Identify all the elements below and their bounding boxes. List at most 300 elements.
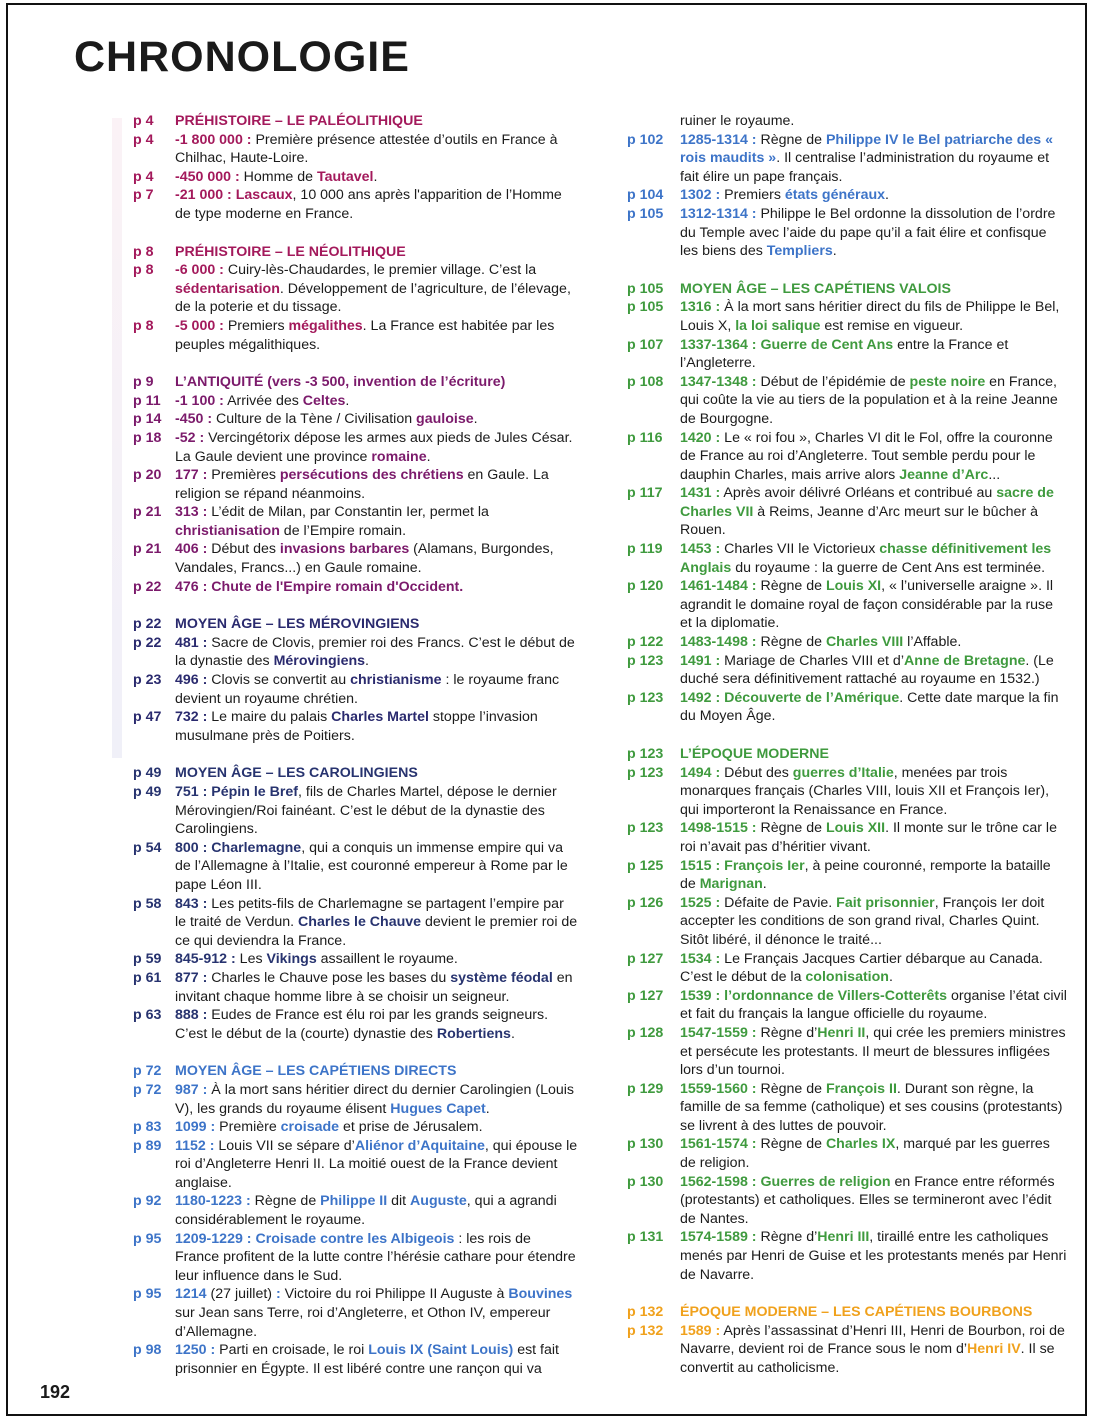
highlight-term: romaine xyxy=(371,448,427,465)
highlight-term: Henri III xyxy=(817,1229,870,1246)
page-ref: p 59 xyxy=(133,951,162,968)
entry-description: , menées par trois monarques français (Charles VIII, louis XII et François Ier), qui importeront la Renaissance en France. xyxy=(680,764,1050,818)
page-ref: p 130 xyxy=(627,1173,664,1190)
entry-date: 1539 : l’ordonnance de Villers-Cotterêts xyxy=(680,987,948,1004)
section-heading xyxy=(133,615,578,634)
heading-text: MOYEN ÂGE – LES CAPÉTIENS DIRECTS xyxy=(175,1063,457,1080)
entry-text xyxy=(175,634,578,671)
section-capetiens-valois xyxy=(627,280,1067,726)
entry-description: Règne de xyxy=(250,1193,321,1210)
heading-text: L’ÉPOQUE MODERNE xyxy=(680,746,829,762)
entry-date: 1589 : xyxy=(680,1322,721,1339)
entry-description: . Durant son règne, la famille de sa femme (catholique) et ses cousins (protestants) se livrent à des luttes de pouvoir. xyxy=(680,1080,1063,1134)
entry-text xyxy=(680,764,1067,820)
entry-description: , qui épouse le roi d’Angleterre Henri II. La moitié ouest de la France devient anglaise. xyxy=(175,1137,578,1191)
entry-date: 1316 : xyxy=(680,299,721,316)
page-ref: p 7 xyxy=(133,187,154,204)
entry-text xyxy=(175,1081,578,1118)
entry-date: 888 : xyxy=(175,1007,208,1024)
entry-description: Parti en croisade, le roi xyxy=(215,1342,369,1359)
heading-text: PRÉHISTOIRE – LE PALÉOLITHIQUE xyxy=(175,113,423,129)
page-ref: p 4 xyxy=(133,168,154,185)
entry-date: 1431 : xyxy=(680,485,721,502)
entry-description: . xyxy=(345,392,350,409)
page-ref: p 105 xyxy=(627,299,664,316)
page-ref: p 105 xyxy=(627,205,664,222)
entry-description: : le royaume franc devient un royaume chrétien. xyxy=(175,672,560,707)
entry-date: 406 : xyxy=(175,541,208,558)
page-ref: p 131 xyxy=(627,1229,664,1246)
highlight-term: Mérovingiens xyxy=(273,653,366,670)
entry-description: , à peine couronné, remporte la bataille de xyxy=(680,857,1051,893)
entry-description: , tiraillé entre les catholiques menés par Henri de Guise et les protestants menés par Henri de Navarre. xyxy=(680,1229,1067,1283)
entry-date: 1461-1484 : xyxy=(680,578,757,595)
entry-date: -6 000 : xyxy=(175,262,224,279)
highlight-term: François II xyxy=(825,1080,897,1097)
timeline-entry xyxy=(133,1118,578,1137)
highlight-term: Chute de l'Empire romain d'Occident. xyxy=(211,578,464,595)
timeline-entry xyxy=(627,1080,1067,1136)
entry-text xyxy=(680,205,1067,261)
entry-text xyxy=(175,783,578,839)
entry-date: 751 : Pépin le Bref xyxy=(175,784,299,800)
heading-text: MOYEN ÂGE – LES CAROLINGIENS xyxy=(175,765,418,782)
right-column xyxy=(627,112,1067,1397)
page-ref: p 123 xyxy=(627,764,664,781)
page-ref: p 83 xyxy=(133,1119,162,1136)
entry-date: 1347-1348 : xyxy=(680,373,757,390)
entry-date: 1180-1223 : xyxy=(175,1193,251,1210)
entry-description: Règne de xyxy=(756,1136,826,1153)
timeline-entry xyxy=(133,1137,578,1193)
timeline-entry xyxy=(627,819,1067,856)
timeline-entry xyxy=(627,857,1067,894)
entry-description: Règne de xyxy=(756,1080,826,1097)
entry-description: Clovis se convertit au xyxy=(207,672,351,689)
entry-date: 1562-1598 : Guerres de religion xyxy=(680,1173,891,1190)
page-ref: p 11 xyxy=(133,392,161,409)
entry-text xyxy=(680,894,1067,950)
heading-text: ÉPOQUE MODERNE – LES CAPÉTIENS BOURBONS xyxy=(680,1304,1033,1321)
timeline-entry xyxy=(627,1024,1067,1080)
page-ref: p 89 xyxy=(133,1137,162,1154)
entry-description: . Il monte sur le trône car le roi n’avait pas d’héritier vivant. xyxy=(680,820,1057,855)
entry-description: . xyxy=(365,653,369,670)
entry-description: (Alamans, Burgondes, Vandales, Francs...) en Gaule romaine. xyxy=(175,541,554,577)
timeline-entry xyxy=(627,484,1067,540)
section-heading xyxy=(627,745,1067,764)
timeline-entry xyxy=(627,633,1067,652)
entry-description: à Reims, Jeanne d’Arc meurt sur le bûcher à Rouen. xyxy=(680,503,1039,539)
entry-text xyxy=(175,708,578,745)
entry-date: 1152 : xyxy=(175,1137,215,1154)
timeline-entry xyxy=(133,1285,578,1341)
entry-description: l’Affable. xyxy=(903,634,962,651)
entry-description: Règne d’ xyxy=(756,1229,818,1246)
entry-description: assaillent le royaume. xyxy=(316,951,458,968)
heading-text: PRÉHISTOIRE – LE NÉOLITHIQUE xyxy=(175,243,406,260)
timeline-entry xyxy=(627,336,1067,373)
highlight-term: Templiers xyxy=(766,243,833,260)
highlight-term: Auguste xyxy=(410,1193,467,1210)
entry-description: stoppe l’invasion musulmane près de Poitiers. xyxy=(175,709,538,744)
entry-date: 732 : xyxy=(175,709,208,726)
entry-description: et prise de Jérusalem. xyxy=(339,1119,483,1136)
entry-description: est remise en vigueur. xyxy=(820,317,964,334)
entry-description: Eudes de France est élu roi par les grands seigneurs. C’est le début de la (courte) dynastie des xyxy=(175,1007,549,1042)
section-prehistoire-paleolithique xyxy=(133,112,578,224)
entry-description: Règne de xyxy=(756,131,826,148)
entry-description: en France, qui coûte la vie au tiers de la population et à la reine Jeanne de Bourgogne. xyxy=(680,373,1058,427)
timeline-entry xyxy=(133,671,578,708)
entry-text xyxy=(680,987,1067,1024)
page-ref: p 8 xyxy=(133,243,154,260)
highlight-term: Henri IV xyxy=(967,1341,1021,1358)
entry-date: -1 100 : xyxy=(175,392,224,409)
entry-description: Règne d’ xyxy=(756,1024,818,1041)
entry-text xyxy=(680,484,1067,540)
section-heading xyxy=(133,1062,578,1081)
entry-date: -450 000 : xyxy=(175,168,240,185)
entry-description: Homme de xyxy=(239,168,317,185)
entry-description: . xyxy=(832,243,837,260)
entry-description: devient le premier roi de ce qui deviendra la France. xyxy=(175,914,578,949)
page-ref: p 95 xyxy=(133,1230,162,1247)
highlight-term: Louis XI xyxy=(825,578,882,595)
timeline-entry xyxy=(627,987,1067,1024)
highlight-term: mégalithes xyxy=(288,317,363,334)
entry-text xyxy=(175,895,578,951)
entry-description: À la mort sans héritier direct du fils de Philippe le Bel, Louis X, xyxy=(680,299,1060,334)
timeline-entry xyxy=(133,895,578,951)
entry-text xyxy=(680,1135,1067,1172)
heading-text: MOYEN ÂGE – LES MÉROVINGIENS xyxy=(175,616,420,633)
page-ref: p 20 xyxy=(133,467,162,484)
page-ref: p 130 xyxy=(627,1136,664,1153)
page-ref: p 8 xyxy=(133,317,154,334)
timeline-entry xyxy=(133,261,578,317)
page-ref: p 95 xyxy=(133,1286,162,1303)
timeline-entry xyxy=(627,1228,1067,1284)
entry-description: ... xyxy=(988,466,1001,483)
page-ref: p 129 xyxy=(627,1080,664,1097)
entry-date: -52 : xyxy=(175,429,205,446)
entry-text xyxy=(175,540,578,577)
entry-description: Règne de xyxy=(756,578,826,595)
entry-text xyxy=(680,131,1067,187)
entry-description: . xyxy=(485,1100,490,1117)
entry-text xyxy=(175,503,578,540)
entry-description: Le « roi fou », Charles VI dit le Fol, offre la couronne de France au roi d’Angleterre. Tout semble perdu pour le dauphin Charles, mais arrive alors xyxy=(680,429,1053,483)
highlight-term: persécutions des chrétiens xyxy=(279,467,464,484)
highlight-term: Lascaux xyxy=(235,187,293,204)
entry-text xyxy=(680,1228,1067,1284)
section-capetiens-bourbons xyxy=(627,1303,1067,1377)
entry-text xyxy=(175,1137,578,1193)
highlight-term: guerres d’Italie xyxy=(792,764,894,781)
timeline-entry xyxy=(133,1081,578,1118)
page-ref: p 125 xyxy=(627,857,664,874)
entry-date: 1498-1515 : xyxy=(680,820,757,837)
entry-text xyxy=(175,261,578,317)
entry-date: 1337-1364 : Guerre de Cent Ans xyxy=(680,336,894,353)
entry-date: 177 : xyxy=(175,467,208,484)
entry-text xyxy=(175,1285,578,1341)
entry-description: . xyxy=(510,1025,515,1042)
entry-text xyxy=(175,392,578,411)
entry-description: sur Jean sans Terre, roi d’Angleterre, et Othon IV, empereur d’Allemagne. xyxy=(175,1305,551,1340)
entry-date: 1302 : xyxy=(680,187,721,204)
entry-date: 877 : xyxy=(175,969,208,986)
page-ref: p 107 xyxy=(627,336,664,353)
entry-description: . Cette date marque la fin du Moyen Âge. xyxy=(680,689,1059,725)
page-ref: p 116 xyxy=(627,429,663,446)
timeline-entry xyxy=(133,392,578,411)
entry-date: 1209-1229 : Croisade contre les Albigeois xyxy=(175,1230,455,1247)
section-merovingiens xyxy=(133,615,578,745)
highlight-term: Fait prisonnier xyxy=(836,894,935,911)
section-heading xyxy=(133,764,578,783)
entry-description: . (Le duché sera définitivement rattaché au royaume en 1532.) xyxy=(680,652,1054,688)
entry-description: (27 juillet) xyxy=(206,1286,276,1303)
page-ref: p 127 xyxy=(627,987,664,1004)
entry-date: 1312-1314 : xyxy=(680,205,757,222)
timeline-entry xyxy=(133,708,578,745)
highlight-term: invasions barbares xyxy=(279,541,410,558)
section-heading xyxy=(627,280,1067,299)
entry-date: 1515 : François Ier xyxy=(680,857,805,874)
page-ref: p 23 xyxy=(133,672,162,689)
entry-date: 1547-1559 : xyxy=(680,1024,757,1041)
entry-description: , « l’universelle araigne ». Il agrandit le domaine royal de façon considérable par la ruse et la diplomatie. xyxy=(680,578,1054,632)
page-ref: p 4 xyxy=(133,113,154,129)
entry-description: Premiers xyxy=(720,187,785,204)
timeline-entry xyxy=(133,1192,578,1229)
entry-description: Le maire du palais xyxy=(207,709,332,726)
highlight-term: système féodal xyxy=(450,969,553,986)
entry-text xyxy=(680,1322,1067,1378)
entry-description: entre la France et l’Angleterre. xyxy=(680,336,1009,372)
entry-description: Début des xyxy=(207,541,280,558)
entry-text xyxy=(175,1230,578,1286)
entry-date: 1492 : Découverte de l’Amérique xyxy=(680,689,900,706)
timeline-entry xyxy=(627,205,1067,261)
entry-description: , qui a conquis un immense empire qui va de l’Allemagne à l’Italie, est couronné empereur à Rome par le pape Léon III. xyxy=(175,839,568,893)
page-ref: p 61 xyxy=(133,969,162,986)
entry-text xyxy=(680,1024,1067,1080)
highlight-term: Louis IX (Saint Louis) xyxy=(368,1342,514,1359)
page-ref: p 105 xyxy=(627,280,664,297)
timeline-entry xyxy=(627,1173,1067,1229)
page-ref: p 123 xyxy=(627,689,664,706)
entry-text xyxy=(175,410,578,429)
entry-description: en invitant chaque homme libre à se choisir un seigneur. xyxy=(175,969,573,1005)
page-ref: p 108 xyxy=(627,373,664,390)
entry-description: , François Ier doit accepter les conditions de son grand rival, Charles Quint. Sitôt libéré, il dénonce le traité... xyxy=(680,894,1045,948)
highlight-term: Bouvines xyxy=(508,1286,573,1303)
page-ref: p 22 xyxy=(133,578,162,595)
page-ref: p 119 xyxy=(627,541,663,558)
entry-text xyxy=(175,671,578,708)
entry-text xyxy=(680,298,1067,335)
page-ref: p 72 xyxy=(133,1081,162,1098)
page-ref: p 54 xyxy=(133,839,162,856)
section-capetiens-directs-suite xyxy=(627,131,1067,261)
highlight-term: Robertiens xyxy=(436,1025,511,1042)
page-ref: p 58 xyxy=(133,895,162,912)
entry-date: 1250 : xyxy=(175,1342,216,1359)
entry-description: organise l’état civil et fait du français la langue officielle du royaume. xyxy=(680,987,1067,1023)
highlight-term: Hugues Capet xyxy=(390,1100,486,1117)
page-ref: p 128 xyxy=(627,1024,664,1041)
entry-date: -450 : xyxy=(175,411,213,428)
entry-text xyxy=(680,1173,1067,1229)
entry-description: en France entre réformés (protestants) et catholiques. Elles se termineront avec l’édit de Nantes. xyxy=(680,1173,1055,1227)
entry-date: 1420 : xyxy=(680,429,721,446)
entry-description: . xyxy=(885,187,889,204)
highlight-term: Anne de Bretagne xyxy=(903,652,1026,669)
highlight-term: Tautavel xyxy=(316,168,374,185)
entry-description: Après avoir délivré Orléans et contribué au xyxy=(720,485,997,502)
page-ref: p 14 xyxy=(133,411,162,428)
timeline-entry xyxy=(133,950,578,969)
entry-date: 313 : xyxy=(175,504,208,521)
page-ref: p 98 xyxy=(133,1342,162,1359)
highlight-term: Philippe IV le Bel patriarche des « rois maudits » xyxy=(680,131,1054,167)
highlight-term: sacre de Charles VII xyxy=(680,485,1054,520)
page-ref: p 123 xyxy=(627,820,664,837)
page-ref: p 63 xyxy=(133,1007,162,1024)
page-ref: p 132 xyxy=(627,1304,664,1321)
highlight-term: chasse définitivement les Anglais xyxy=(680,541,1052,576)
entry-description: . xyxy=(473,411,478,428)
timeline-entry xyxy=(133,317,578,354)
entry-date: 845-912 : xyxy=(175,951,236,968)
page-ref: p 49 xyxy=(133,765,162,782)
timeline-entry xyxy=(133,131,578,168)
entry-description: du royaume : la guerre de Cent Ans est terminée. xyxy=(731,559,1046,576)
page-ref: p 123 xyxy=(627,652,664,669)
entry-description: est fait prisonnier en Égypte. Il est libéré contre une rançon qui va xyxy=(175,1342,559,1377)
page-ref: p 104 xyxy=(627,187,664,204)
entry-text xyxy=(680,1080,1067,1136)
entry-date: 1453 : xyxy=(680,541,721,558)
entry-text xyxy=(175,466,578,503)
entry-description: , qui a agrandi considérablement le royaume. xyxy=(175,1193,557,1229)
entry-text xyxy=(175,839,578,895)
heading-text: L’ANTIQUITÉ (vers -3 500, invention de l’écriture) xyxy=(175,374,506,391)
entry-description: . La France est habitée par les peuples mégalithiques. xyxy=(175,317,555,353)
page-title: CHRONOLOGIE xyxy=(74,33,410,81)
entry-date: : xyxy=(275,1286,281,1303)
entry-date: -1 800 000 : xyxy=(175,131,252,148)
entry-description: Les xyxy=(235,951,267,968)
highlight-term: Charlemagne xyxy=(211,839,302,856)
timeline-entry xyxy=(133,540,578,577)
page-ref: p 49 xyxy=(133,784,162,800)
page-ref: p 4 xyxy=(133,131,154,148)
page-ref: p 8 xyxy=(133,262,154,279)
timeline-entry xyxy=(627,894,1067,950)
entry-description: Après l’assassinat d’Henri III, Henri de Bourbon, roi de Navarre, devient roi de France sous le nom d’ xyxy=(680,1322,1065,1358)
entry-text xyxy=(680,633,1067,652)
entry-text xyxy=(680,540,1067,577)
timeline-entry xyxy=(627,540,1067,577)
entry-description: Défaite de Pavie. xyxy=(720,894,837,911)
page-ref: p 21 xyxy=(133,541,162,558)
entry-description: Charles VII le Victorieux xyxy=(720,541,880,558)
entry-date: 1574-1589 : xyxy=(680,1229,757,1246)
entry-date: 1534 : xyxy=(680,950,721,967)
highlight-term: Louis XII xyxy=(825,820,886,837)
highlight-term: Henri II xyxy=(817,1024,866,1041)
highlight-term: états généraux xyxy=(784,187,886,204)
entry-date: 843 : xyxy=(175,895,208,912)
entry-date: 1559-1560 : xyxy=(680,1080,757,1097)
highlight-term: Jeanne d’Arc xyxy=(899,466,989,483)
entry-text xyxy=(680,429,1067,485)
section-carolingiens xyxy=(133,764,578,1043)
entry-description: Cuiry-lès-Chaudardes, le premier village. C’est la xyxy=(223,262,537,279)
entry-date: 481 : xyxy=(175,634,208,651)
page-ref: p 122 xyxy=(627,634,664,651)
timeline-entry xyxy=(133,783,578,839)
page-ref: p 132 xyxy=(627,1322,664,1339)
highlight-term: sédentarisation xyxy=(175,280,280,297)
entry-description: Début de l’épidémie de xyxy=(756,373,910,390)
section-capetiens-directs xyxy=(133,1062,578,1378)
page-ref: p 21 xyxy=(133,504,162,521)
entry-description: Vercingétorix dépose les armes aux pieds de Jules César. La Gaule devient une province xyxy=(175,429,573,465)
entry-date: 1525 : xyxy=(680,894,721,911)
entry-text xyxy=(680,819,1067,856)
entry-description: Victoire du roi Philippe II Auguste à xyxy=(280,1286,509,1303)
entry-text xyxy=(680,577,1067,633)
continuation-text: ruiner le royaume. xyxy=(680,113,795,129)
entry-description: Première présence attestée d’outils en France à Chilhac, Haute-Loire. xyxy=(175,131,558,167)
timeline-entry xyxy=(133,410,578,429)
entry-text xyxy=(680,652,1067,689)
entry-text xyxy=(175,969,578,1006)
highlight-term: la loi salique xyxy=(735,317,821,334)
timeline-entry xyxy=(627,1135,1067,1172)
entry-description: . xyxy=(373,168,378,185)
page-ref: p 123 xyxy=(627,746,664,762)
entry-description: Charles le Chauve pose les bases du xyxy=(207,969,451,986)
entry-text xyxy=(175,1006,578,1043)
entry-date: 1494 : xyxy=(680,764,721,781)
entry-text xyxy=(175,1192,578,1229)
page-ref: p 102 xyxy=(627,131,664,148)
highlight-term: Celtes xyxy=(302,392,346,409)
timeline-entry xyxy=(627,429,1067,485)
section-heading xyxy=(133,373,578,392)
timeline-entry xyxy=(627,652,1067,689)
highlight-term: Charles le Chauve xyxy=(298,914,422,931)
entry-description: Le Français Jacques Cartier débarque au Canada. C’est le début de la xyxy=(680,950,1043,986)
entry-description: L’édit de Milan, par Constantin Ier, permet la xyxy=(207,504,489,521)
highlight-term: Marignan xyxy=(699,876,763,893)
entry-description: Règne de xyxy=(756,634,826,651)
timeline-entry xyxy=(133,503,578,540)
section-heading xyxy=(627,1303,1067,1322)
entry-description: Première xyxy=(215,1119,281,1136)
entry-text xyxy=(175,168,578,187)
timeline-entry xyxy=(627,1322,1067,1378)
entry-text xyxy=(680,689,1067,726)
entry-date: 1561-1574 : xyxy=(680,1136,757,1153)
page-edge-tint xyxy=(112,118,122,758)
